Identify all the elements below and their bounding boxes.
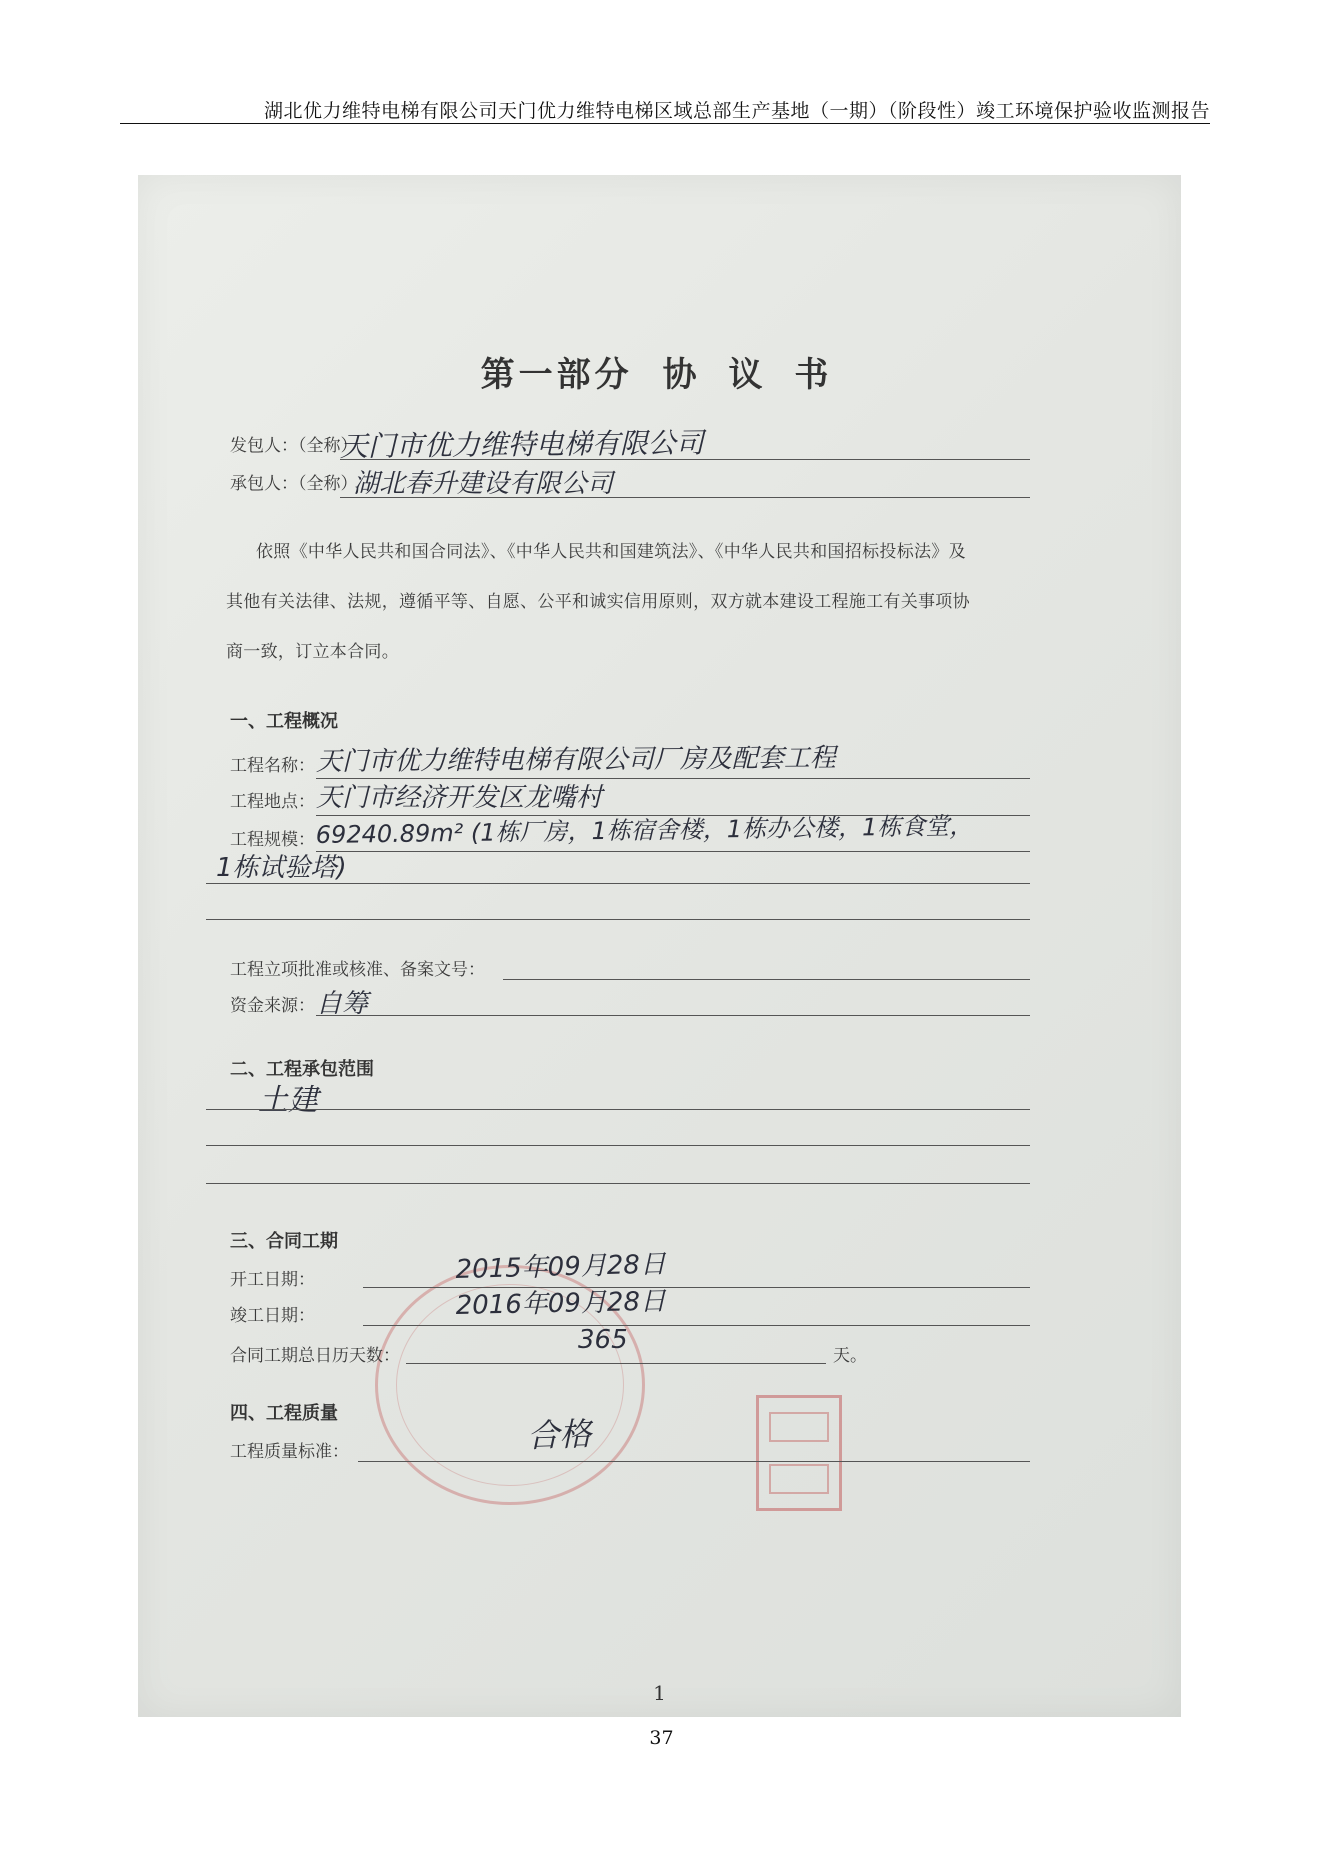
project-scale-value: 69240.89m² (1栋厂房，1栋宿舍楼，1栋办公楼，1栋食堂， (315, 811, 974, 850)
scanned-agreement-photo (138, 175, 1181, 1717)
completion-date-underline (363, 1325, 1030, 1326)
report-header-title: 湖北优力维特电梯有限公司天门优力维特电梯区域总部生产基地（一期）（阶段性）竣工环境保护验收监测报告 (263, 100, 1210, 122)
project-location-label: 工程地点： (230, 792, 315, 812)
approval-number-underline (503, 979, 1030, 980)
fund-source-underline (316, 1015, 1030, 1016)
employer-underline (340, 459, 1030, 460)
report-page-number: 37 (649, 1727, 674, 1749)
header-rule (120, 123, 1210, 124)
fund-source-value: 自筹 (316, 989, 369, 1019)
quality-standard-value: 合格 (526, 1414, 592, 1456)
scope-underline-3 (206, 1183, 1030, 1184)
quality-standard-label: 工程质量标准： (230, 1442, 349, 1462)
preamble-line-3: 商一致，订立本合同。 (226, 642, 399, 662)
section-3-heading: 三、合同工期 (230, 1231, 338, 1252)
project-name-value: 天门市优力维特电梯有限公司厂房及配套工程 (315, 743, 836, 777)
approval-number-label: 工程立项批准或核准、备案文号： (230, 960, 485, 980)
project-location-value: 天门市经济开发区龙嘴村 (316, 783, 603, 813)
contract-scope-value: 土建 (258, 1083, 318, 1118)
contractor-value: 湖北春升建设有限公司 (353, 469, 614, 499)
section-2-heading: 二、工程承包范围 (230, 1059, 374, 1080)
scanned-page-number: 1 (653, 1681, 666, 1705)
employer-value: 天门市优力维特电梯有限公司 (339, 426, 704, 464)
preamble-line-1: 依照《中华人民共和国合同法》、《中华人民共和国建筑法》、《中华人民共和国招标投标法》及 (256, 542, 966, 562)
preamble-line-2: 其他有关法律、法规，遵循平等、自愿、公平和诚实信用原则，双方就本建设工程施工有关事项协 (226, 592, 970, 612)
fund-source-label: 资金来源： (230, 996, 315, 1016)
square-seal-stamp (756, 1395, 842, 1511)
calendar-days-underline (406, 1363, 826, 1364)
agreement-title-part: 第一部分 (480, 355, 633, 395)
project-scale-underline-3 (206, 919, 1030, 920)
calendar-days-unit: 天。 (833, 1346, 867, 1366)
project-scale-underline (316, 851, 1030, 852)
agreement-title (138, 347, 1181, 396)
contractor-underline (340, 497, 1030, 498)
contractor-label: 承包人：（全称） (230, 474, 358, 494)
section-1-heading: 一、工程概况 (230, 711, 338, 732)
scope-underline-2 (206, 1145, 1030, 1146)
project-scale-label: 工程规模： (230, 830, 315, 850)
scope-underline-1 (206, 1109, 1030, 1110)
agreement-title-name: 协 议 书 (662, 355, 839, 395)
quality-standard-underline (358, 1461, 1030, 1462)
employer-label: 发包人：（全称） (230, 436, 358, 456)
project-scale-value-2: 1栋试验塔) (216, 853, 347, 883)
completion-date-value: 2016年09月28日 (455, 1286, 667, 1322)
project-name-label: 工程名称： (230, 756, 315, 776)
project-scale-underline-2 (206, 883, 1030, 884)
calendar-days-value: 365 (578, 1325, 628, 1355)
calendar-days-label: 合同工期总日历天数： (230, 1346, 400, 1366)
completion-date-label: 竣工日期： (230, 1306, 315, 1326)
section-4-heading: 四、工程质量 (230, 1403, 338, 1424)
start-date-value: 2015年09月28日 (455, 1249, 667, 1286)
start-date-label: 开工日期： (230, 1270, 315, 1290)
